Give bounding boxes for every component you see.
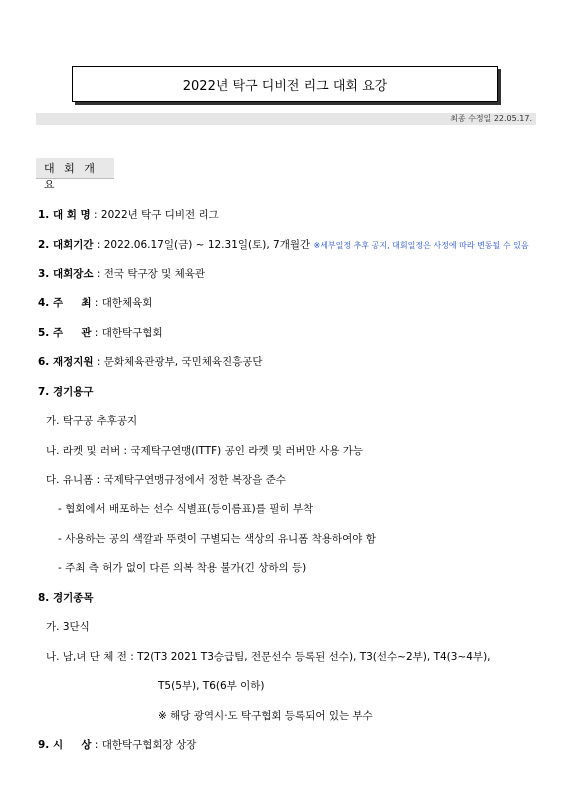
- revision-date: 최종 수정일 22.05.17.: [450, 114, 532, 123]
- item-awards: [38, 738, 196, 752]
- item-venue: [38, 267, 205, 281]
- item-label: 7. 경기용구: [38, 386, 94, 398]
- equipment-ball: 가. 탁구공 추후공지: [46, 415, 138, 427]
- item-label: 9. 시 상: [38, 739, 92, 751]
- item-value: : 문화체육관광부, 국민체육진흥공단: [93, 356, 263, 368]
- document-title-box: [72, 66, 498, 102]
- item-value: : 2022.06.17일(금) ~ 12.31일(토), 7개월간: [93, 239, 311, 251]
- item-label: 3. 대회장소: [38, 268, 94, 280]
- item-equipment: [38, 385, 94, 399]
- event-team-note: ※ 해당 광역시·도 탁구협회 등록되어 있는 부수: [158, 710, 373, 722]
- item-label: 4. 주 최: [38, 297, 92, 309]
- item-organizer: [38, 326, 163, 340]
- item-label: 8. 경기종목: [38, 592, 94, 604]
- item-value: : 대한탁구협회: [91, 327, 163, 339]
- item-events: [38, 591, 94, 605]
- schedule-note: ※세부일정 추후 공지, 대회일정은 사정에 따라 변동될 수 있음: [313, 241, 529, 250]
- event-team: 나. 남,녀 단 체 전 : T2(T3 2021 T3승급팀, 전문선수 등록된 선수), T3(선수~2부), T4(3~4부),: [46, 651, 491, 663]
- item-label: 5. 주 관: [38, 327, 92, 339]
- section-header: [36, 158, 114, 191]
- item-host: [38, 296, 152, 310]
- item-period: [38, 238, 529, 253]
- item-value: : 2022년 탁구 디비전 리그: [90, 209, 219, 221]
- revision-bar: [36, 113, 536, 125]
- item-label: 1. 대 회 명: [38, 209, 91, 221]
- equipment-racket: 나. 라켓 및 러버 : 국제탁구연맹(ITTF) 공인 라켓 및 러버만 사용 가능: [46, 445, 363, 457]
- document-title: 2022년 탁구 디비전 리그 대회 요강: [182, 78, 388, 94]
- section-title: 대 회 개 요: [44, 162, 98, 191]
- item-value: : 대한체육회: [91, 297, 153, 309]
- item-value: : 전국 탁구장 및 체육관: [93, 268, 206, 280]
- item-label: 2. 대회기간: [38, 239, 94, 251]
- item-event-name: [38, 208, 219, 222]
- item-funding: [38, 355, 263, 369]
- equipment-uniform: 다. 유니폼 : 국제탁구연맹규정에서 정한 복장을 준수: [46, 474, 286, 486]
- event-singles: 가. 3단식: [46, 621, 90, 633]
- uniform-rule-2: - 사용하는 공의 색깔과 뚜렷이 구별되는 색상의 유니폼 착용하여야 함: [58, 533, 376, 545]
- event-team-cont: T5(5부), T6(6부 이하): [158, 680, 265, 692]
- uniform-rule-1: - 협회에서 배포하는 선수 식별표(등이름표)를 필히 부착: [58, 503, 314, 515]
- item-value: : 대한탁구협회장 상장: [91, 739, 197, 751]
- uniform-rule-3: - 주최 측 허가 없이 다른 의복 착용 불가(긴 상하의 등): [58, 562, 307, 574]
- item-label: 6. 재정지원: [38, 356, 94, 368]
